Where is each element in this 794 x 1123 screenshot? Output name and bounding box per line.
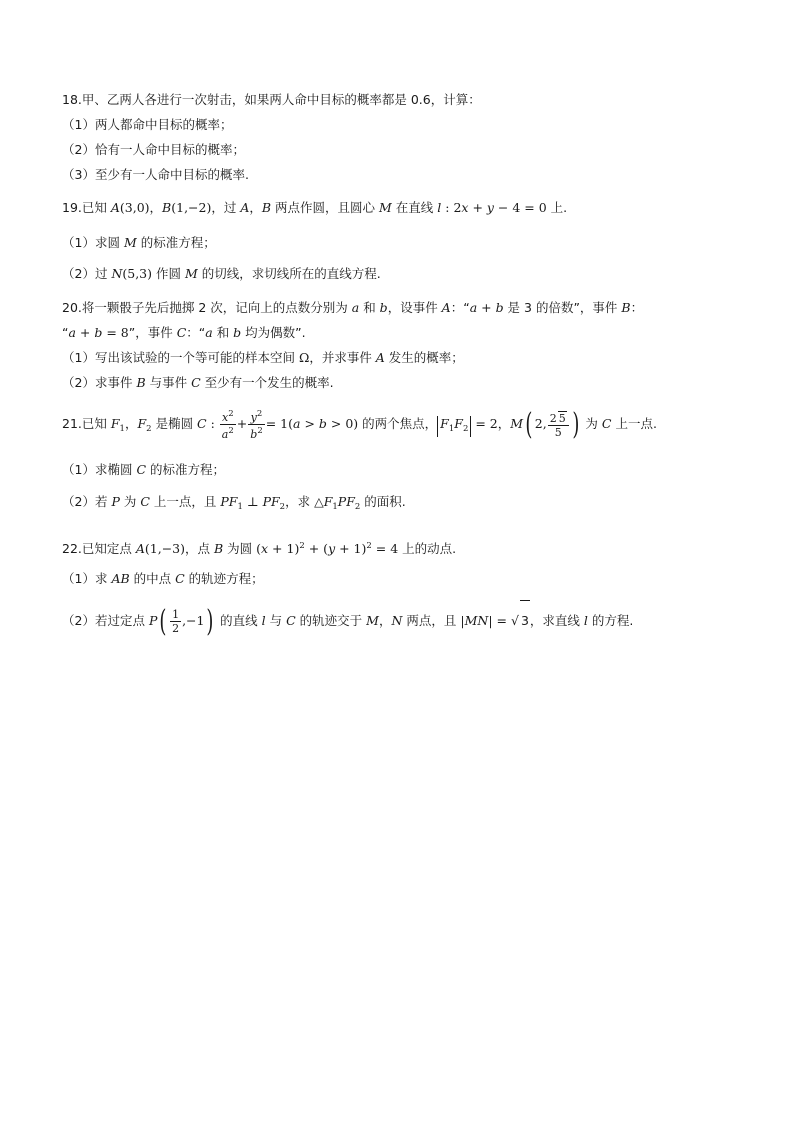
q22-stem: 22.已知定点 A(1,−3)，点 B 为圆 $(x + 1)^2 + (y + 1)^2 = 4$ 上的动点. [62,541,457,556]
q18-stem: 18.甲、乙两人各进行一次射击，如果两人命中目标的概率都是 0.6，计算： [62,92,481,107]
q19-part2: （2）过 N(5,3) 作圆 M 的切线，求切线所在的直线方程. [62,266,381,281]
q20-part2: （2）求事件 B 与事件 C 至少有一个发生的概率. [62,375,334,390]
q20-stem-line2: “a + b = 8”，事件 C：“a 和 b 均为偶数”. [62,325,306,340]
q19-part1: （1）求圆 M 的标准方程； [62,235,216,250]
q20-stem-line1: 20.将一颗骰子先后抛掷 2 次，记向上的点数分别为 a 和 b，设事件 A：“a + b 是 3 的倍数”，事件 B： [62,300,644,315]
q20-part1: （1）写出该试验的一个等可能的样本空间 Ω，并求事件 A 发生的概率； [62,350,464,365]
q18-part3: （3）至少有一人命中目标的概率. [62,167,249,182]
q21-stem: 21.已知 $F_1$，$F_2$ 是椭圆 C : $\frac{x^2}{a^2}$ + $\frac{y^2}{b^2}$ = 1(a > b > 0) 的两个焦点， $F_1F_2 = 2$，M( 2, $\frac{2 5}{5}$ ) 为 C 上一点. [62,406,657,442]
q18-part1: （1）两人都命中目标的概率； [62,117,233,132]
q22-part2: （2）若过定点 P( $\frac{1}{2}$ ,−1) 的直线 l 与 C 的轨迹交于 M，N 两点，且 |MN| = √ 3，求直线 l 的方程. [62,600,633,641]
q21-part2: （2）若 P 为 C 上一点，且 $PF_1$ ⊥ $PF_2$，求 $\triangle F_1PF_2$ 的面积. [62,494,406,512]
q18-part2: （2）恰有一人命中目标的概率； [62,142,245,157]
q21-part1: （1）求椭圆 C 的标准方程； [62,462,225,477]
q19-stem: 19.已知 A(3,0)，B(1,−2)，过 A，B 两点作圆，且圆心 M 在直线 l : 2x + y − 4 = 0 上. [62,200,568,215]
q22-part1: （1）求 AB 的中点 C 的轨迹方程； [62,571,264,586]
